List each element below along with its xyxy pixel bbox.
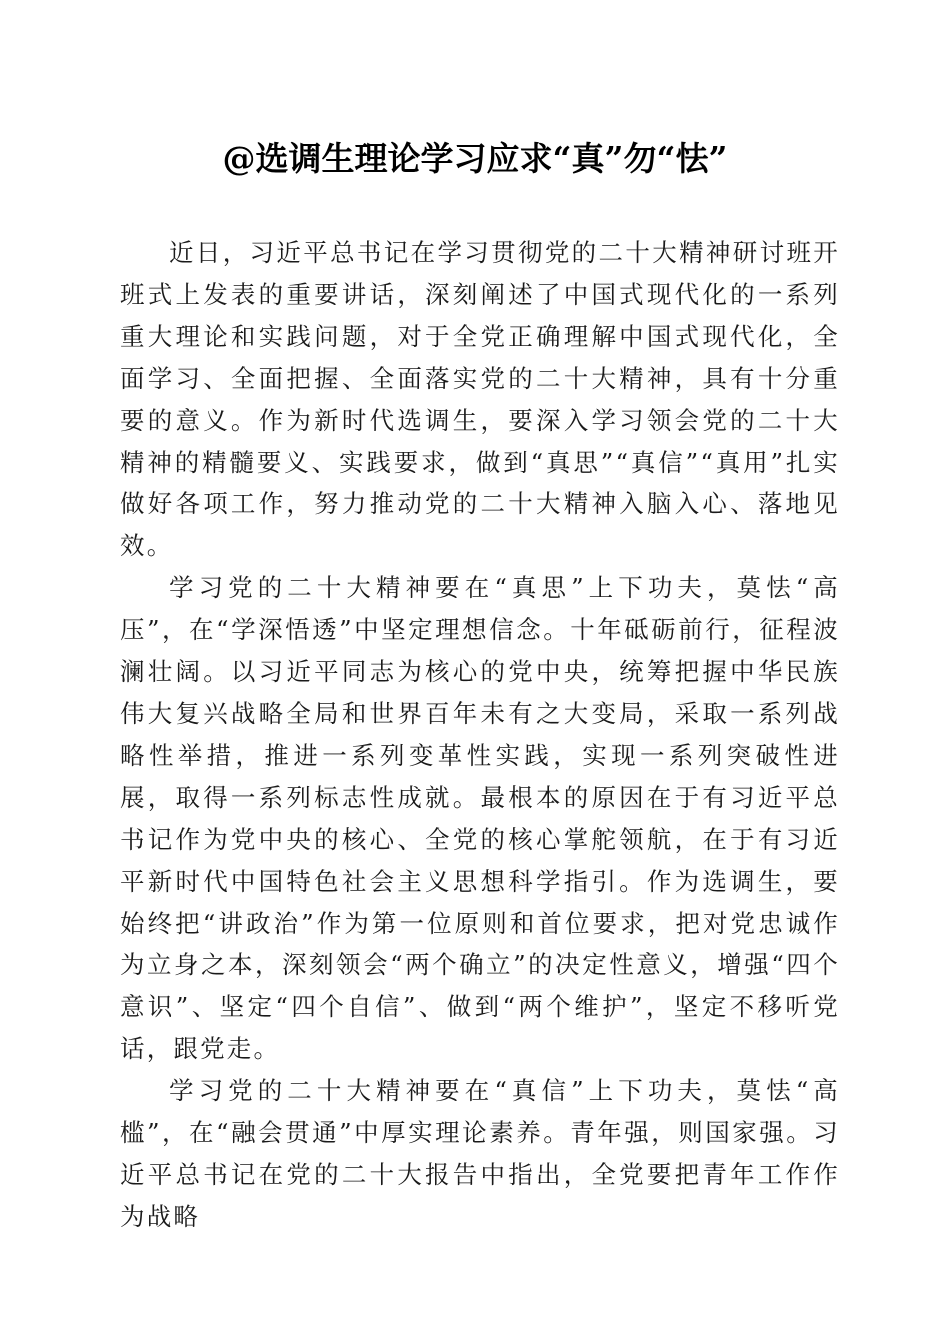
document-title: @选调生理论学习应求“真”勿“怯” — [222, 139, 728, 178]
paragraph-2: 学习党的二十大精神要在“真思”上下功夫，莫怯“高压”，在“学深悟透”中坚定理想信念。十年砥砺前行，征程波澜壮阔。以习近平同志为核心的党中央，统筹把握中华民族伟大复兴战略全局和世界百年未有之大变局，采取一系列战略性举措，推进一系列变革性实践，实现一系列突破性进展，取得一系列标志性成就。最根本的原因在于有习近平总书记作为党中央的核心、全党的核心掌舵领航，在于有习近平新时代中国特色社会主义思想科学指引。作为选调生，要始终把“讲政治”作为第一位原则和首位要求，把对党忠诚作为立身之本，深刻领会“两个确立”的决定性意义，增强“四个意识”、坚定“四个自信”、做到“两个维护”，坚定不移听党话，跟党走。 — [120, 573, 840, 1064]
paragraph-3: 学习党的二十大精神要在“真信”上下功夫，莫怯“高槛”，在“融会贯通”中厚实理论素养。青年强，则国家强。习近平总书记在党的二十大报告中指出，全党要把青年工作作为战略 — [120, 1076, 840, 1231]
paragraph-1: 近日，习近平总书记在学习贯彻党的二十大精神研讨班开班式上发表的重要讲话，深刻阐述了中国式现代化的一系列重大理论和实践问题，对于全党正确理解中国式现代化，全面学习、全面把握、全面落实党的二十大精神，具有十分重要的意义。作为新时代选调生，要深入学习领会党的二十大精神的精髓要义、实践要求，做到“真思”“真信”“真用”扎实做好各项工作，努力推动党的二十大精神入脑入心、落地见效。 — [120, 238, 840, 561]
document-body — [120, 232, 840, 1238]
